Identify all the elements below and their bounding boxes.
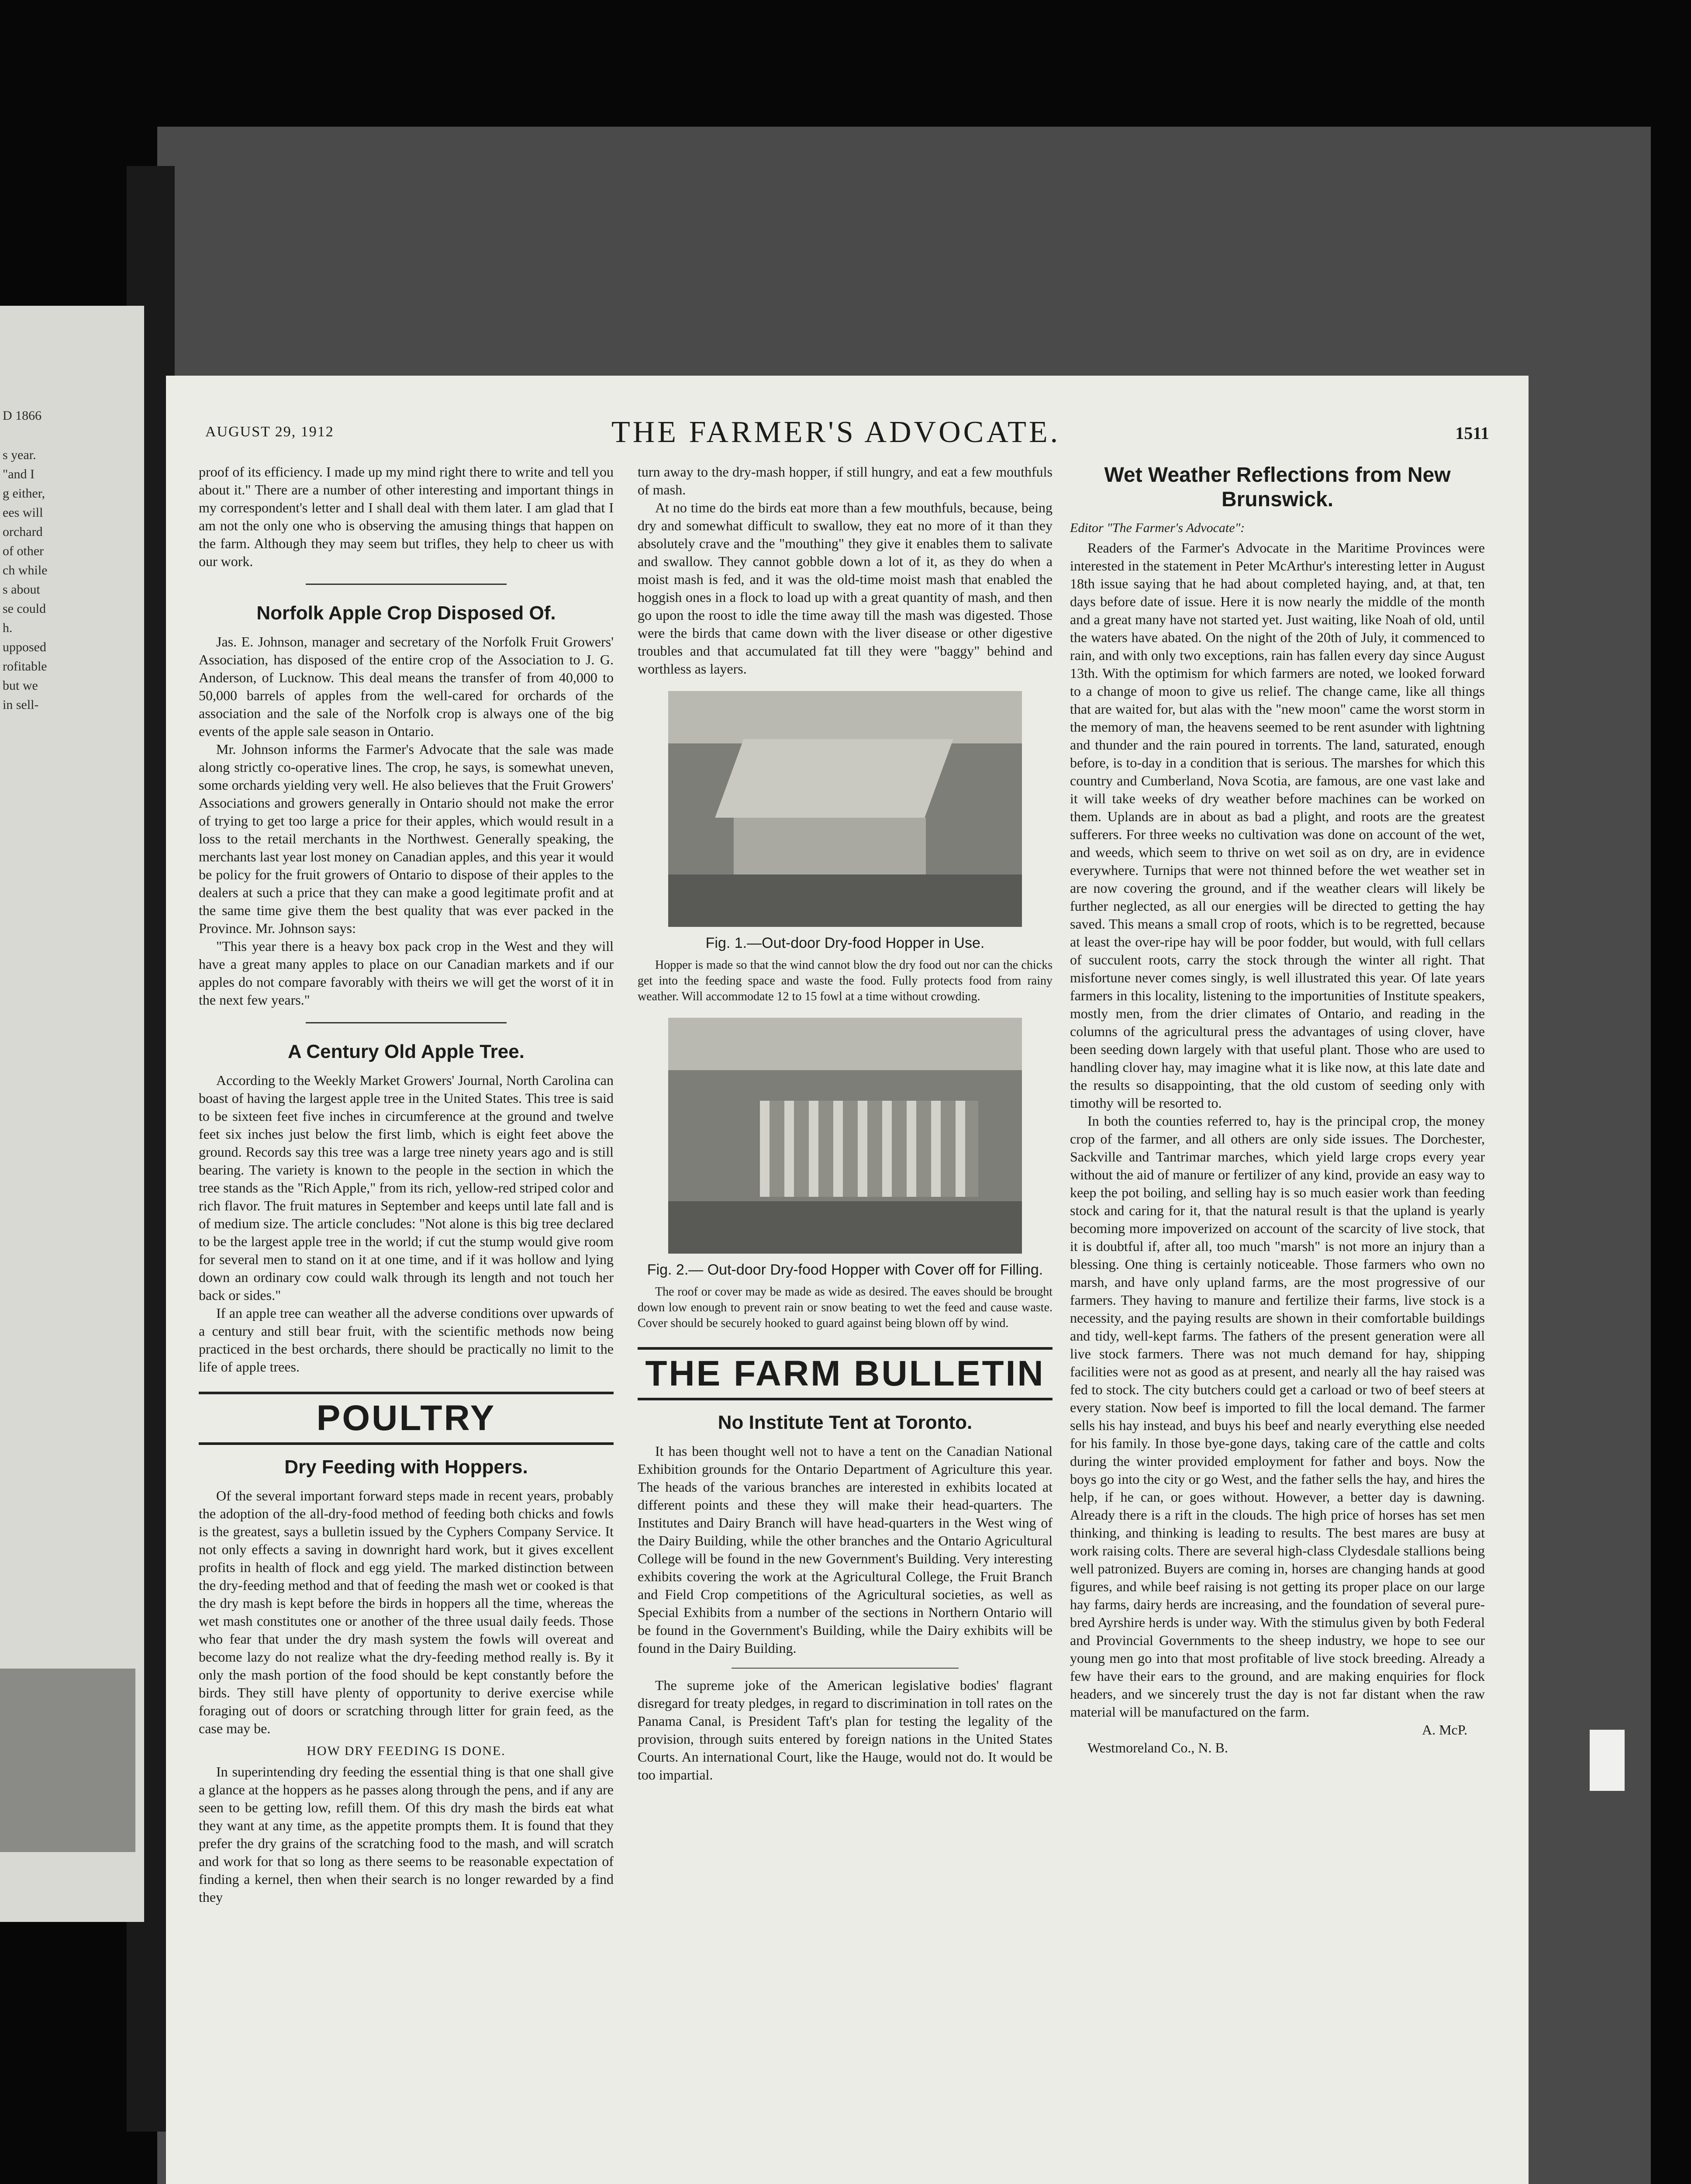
hopper-photo-1 [668,691,1022,927]
figure-2-caption: Fig. 2.— Out-door Dry-food Hopper with Cover off for Filling. [647,1261,1043,1278]
running-head [205,415,1489,450]
dry-feeding-heading: Dry Feeding with Hoppers. [284,1456,528,1478]
page-number: 1511 [1455,423,1489,443]
prev-page-photo [0,1669,135,1852]
century-tree-paragraph-1: According to the Weekly Market Growers' Journal, North Carolina can boast of having the largest apple tree in the United States. This tree is said to be sixteen feet five inches in circumference at the ground and twelve feet six inches just below the first limb, which is eight feet above the ground. Records say this tree was a large tree ninety years ago and is still bearing. The variety is known to the people in the section in which the tree stands as the "Rich Apple," from its rich, yellow-red striped color and rich flavor. The fruit matures in September and keeps until late fall and is of medium size. The article concludes: "Not alone is this big tree declared to be the largest apple tree in the world; if cut the stump would give room for several men to stand on it at one time, and if it was hollow and lying down an ordinary cow could walk through its length and not touch her back or sides." [199,1072,614,1303]
prev-fragment: s year. [3,448,36,462]
prev-fragment: D 1866 [3,408,42,423]
newspaper-page [166,376,1529,2184]
scan-tab-marker [1590,1730,1625,1791]
prev-fragment: s about [3,582,40,597]
norfolk-paragraph-2: Mr. Johnson informs the Farmer's Advocate that the sale was made along strictly co-operative lines. The crop, he says, is somewhat uneven, some orchards yielding very well. He also believes that the Fruit Growers' Associations and growers generally in Ontario should not make the error of trying to get too large a price for their apples, which would result in a loss to the retail merchants in the Northwest. Generally speaking, the merchants last year lost money on Canadian apples, and this year it would be policy for the fruit growers of Ontario to dispose of their apples to the dealers at such a price that they can make a good legitimate profit and at the same time give them the best quality that was ever packed in the Province. Mr. Johnson says: [199,741,614,936]
prev-fragment: ch while [3,563,48,577]
wet-weather-paragraph-2: In both the counties referred to, hay is the principal crop, the money crop of the farmer, and all others are only side issues. The Dorchester, Sackville and Tantrimar marches, which yield large crops every year without the aid of manure or fertilizer of any kind, provide an easy way to keep the pot boiling, and selling hay is so much easier work than feeding stock and caring for it, that the natural result is that the upland is yearly becoming more impoverized on account of the scarcity of live stock, that it is doubtful if, after all, too much "marsh" is not more an injury than a blessing. One thing is certainly noticeable. Those farmers who own no marsh, and have only upland farms, are the most progressive of our farmers. They having to manure and fertilize their farms, live stock is a necessity, and the paying results are shown in their comfortable buildings and tidy, well-kept farms. The fathers of the present generation were all live stock farmers. There was not much demand for hay, shipping facilities were not as good as at present, and nearly all the hay raised was fed to stock. The city butchers could get a carload or two of beef steers at every station. Now beef is imported to fill the local demand. The farmer sells his hay instead, and buys his beef and nearly everything else needed for his family. In those bye-gone days, taking care of the cattle and colts during the winter provided employment for father and boys. Now the boys go into the city or go West, and the father sells the hay, and hires the help, if he can, or goes without. However, a better day is dawning. Already there is a rift in the clouds. The high price of horses has set men thinking, and thinking is leading to results. The best mares are busy at work raising colts. There are several high-class Clydesdale stallions being well patronized. Buyers are coming in, horses are changing hands at good figures, and while beef raising is not getting its proper place on our large hay farms, dairy herds are increasing, and the foundation of several pure-bred Ayrshire herds is under way. With the stimulus given by both Federal and Provincial Governments to the sheep industry, we hope to see our young men go into that most profitable of live stock breeding. Already a few have their ears to the ground, and are making enquiries for flock headers, and we sincerely trust the day is not far distant when the raw material will be manufactured on the farm. [1070,1113,1485,1720]
figure-1 [638,691,1053,1005]
divider [306,584,507,585]
masthead: THE FARMER'S ADVOCATE. [611,415,1061,449]
intro-paragraph: proof of its efficiency. I made up my mind right there to write and tell you about it." There are a number of other interesting and important things in my correspondent's letter and I shall deal with them later. I am glad that I am not the only one who is observing the amusing things that happen on the farm. Although they may seem but trifles, they help to cheer us with our work. [199,464,614,569]
previous-page-fragment [0,306,144,1922]
issue-date: AUGUST 29, 1912 [205,424,334,440]
century-tree-paragraph-2: If an apple tree can weather all the adverse conditions over upwards of a century and still bear fruit, with the scientific methods now being practiced in the best orchards, there should be practically no limit to the life of apple trees. [199,1305,614,1375]
divider [732,1668,959,1669]
wet-weather-paragraph-1: Readers of the Farmer's Advocate in the Maritime Provinces were interested in the statement in Peter McArthur's interesting letter in August 18th issue saying that he had about completed haying, and, at that, ten days before date of issue. Here it is now nearly the middle of the month and a great many have not started yet. Just waiting, like Noah of old, until the waters have abated. On the night of the 20th of July, it commenced to rain, and with only two exceptions, rain has fallen every day since August 13th. With the optimism for which farmers are noted, we looked forward to a change of moon to give us relief. The change came, like all things that are waited for, but alas with the "new moon" came the worst storm in the memory of man, the heavens seemed to be rent asunder with lightning and thunder and the rain poured in torrents. The land, saturated, enough before, is to-day in a condition that is serious. The marshes for which this country and Cumberland, Nova Scotia, are famous, are one vast lake and it will take weeks of dry weather before machines can be worked on them. Uplands are in about as bad a plight, and roots are the greatest sufferers. For three weeks no cultivation was done on account of the wet, and weeds, which seem to thrive on wet soil as on dry, are in evidence everywhere. Turnips that were not thinned before the wet weather set in are now covering the ground, and if the weather clears will likely be further neglected, as all our energies will be directed to getting the hay saved. This means a small crop of roots, which is to be regretted, because at least the over-ripe hay will be poor fodder, but would, with full cellars of succulent roots, carry the stock through the winter all right. That misfortune never comes singly, is well illustrated this year. Of late years farmers in this locality, listening to the importunities of Institute speakers, mostly men, from the drier climates of Ontario, and reading in the columns of the agricultural press the advantages of using clover, have been seeding down largely with that useful plant. Those who are used to handling clover hay, may imagine what it is like now, at this late date and the results so disappointing, that the old custom of seeding only with timothy will be resorted to. [1070,540,1485,1111]
editor-salutation: Editor "The Farmer's Advocate": [1070,521,1245,535]
institute-tent-heading: No Institute Tent at Toronto. [718,1412,973,1433]
dry-feeding-subheading: HOW DRY FEEDING IS DONE. [307,1744,506,1758]
prev-fragment: but we [3,678,38,693]
figure-2-note: The roof or cover may be made as wide as desired. The eaves should be brought down low enough to prevent rain or snow beating to wet the feed and cause waste. Cover should be securely hooked to guard against being blown off by wind. [638,1285,1053,1330]
birds-paragraph: At no time do the birds eat more than a few mouthfuls, because, being dry and somewhat difficult to swallow, they eat no more of it than they absolutely crave and the "mouthing" they give it enables them to salivate and swallow. They cannot gobble down a lot of it, as they do when a moist mash is fed, and it was the old-time moist mash that enabled the hoggish ones in a flock to load up with a great quantity of mash, and then go upon the roost to idle the time away till the mash was digested. Those were the birds that came down with the liver disease or other digestive troubles and that accumulated fat till they were "baggy" behind and worthless as layers. [638,500,1053,677]
institute-tent-paragraph: It has been thought well not to have a tent on the Canadian National Exhibition grounds for the Ontario Department of Agriculture this year. The heads of the various branches are interested in exhibits located at different points and these they will make their head-quarters. The Institutes and Dairy Branch will have head-quarters in the West wing of the Dairy Building, while the other branches and the Ontario Agricultural College will be found in the new Government's Building. Very interesting exhibits covering the work at the Agricultural College, the Fruit Branch and Field Crop competitions of the Agricultural societies, as well as Special Exhibits from a number of the sections in Northern Ontario will be found in the Government's Building, while the Dairy exhibits will be found in the Dairy Building. [638,1443,1053,1656]
prev-fragment: ees will [3,505,43,520]
prev-fragment: of other [3,544,44,558]
wet-weather-heading: Wet Weather Reflections from New Brunswick. [1104,463,1451,511]
author-location: Westmoreland Co., N. B. [1087,1740,1228,1755]
prev-fragment: orchard [3,525,43,539]
divider [306,1022,507,1023]
prev-fragment: in sell- [3,698,39,712]
century-tree-heading: A Century Old Apple Tree. [288,1041,525,1062]
dry-feeding-paragraph-1: Of the several important forward steps made in recent years, probably the adoption of the all-dry-food method of feeding both chicks and fowls is the greatest, says a bulletin issued by the Cyphers Company Service. It not only effects a saving in downright hard work, but it gives excellent profits in health of flock and egg yield. The marked distinction between the dry-feeding method and that of feeding the mash wet or cooked is that the dry mash is kept before the birds in hoppers all the time, whereas the wet mash constitutes one or another of the three usual daily feeds. Those who fear that under the dry mash system the fowls will overeat and become lazy do not realize what the dry-feeding method really is. By it only the mash portion of the food should be kept constantly before the birds. They still have plenty of opportunity to derive exercise while foraging out of doors or scratching through litter for grain feed, as the case may be. [199,1488,614,1736]
poultry-section-banner: POULTRY [199,1392,614,1445]
dry-feeding-paragraph-2: In superintending dry feeding the essential thing is that one shall give a glance at the hoppers as he passes along through the pens, and if any are seen to be getting low, refill them. Of this dry mash the birds eat what they want at any time, as the appetite prompts them. It is found that they prefer the dry grains of the scratching food to the mash, and will scratch and work for that so long as there seems to be reasonable expectation of finding a kernel, then when their search is no longer rewarded by a find they [199,1764,614,1905]
norfolk-paragraph-3: "This year there is a heavy box pack crop in the West and they will have a great many apples to place on our Canadian markets and if our apples do not compare favorably with theirs we will get the worst of it in the next few years." [199,938,614,1008]
column-2 [638,463,1053,1784]
prev-fragment: upposed [3,640,46,654]
author-signature: A. McP. [1422,1722,1467,1738]
hopper-photo-2 [668,1018,1022,1254]
prev-fragment: "and I [3,467,35,481]
norfolk-paragraph-1: Jas. E. Johnson, manager and secretary of the Norfolk Fruit Growers' Association, has disposed of the entire crop of the Association to J. G. Anderson, of Lucknow. This deal means the transfer of from 40,000 to 50,000 barrels of apples from the well-cared for orchards of the association and the sale of the Norfolk crop is always one of the big events of the apple sale season in Ontario. [199,634,614,739]
continued-paragraph: turn away to the dry-mash hopper, if still hungry, and eat a few mouthfuls of mash. [638,464,1053,498]
farm-bulletin-banner: THE FARM BULLETIN [638,1347,1053,1400]
panama-joke-paragraph: The supreme joke of the American legislative bodies' flagrant disregard for treaty pledges, in regard to discrimination in toll rates on the Panama Canal, is President Taft's plan for testing the legality of the provision, through suits entered by foreign nations in the United States Courts. An international Court, like the Hauge, would not do. It would be too impartial. [638,1677,1053,1783]
figure-1-note: Hopper is made so that the wind cannot blow the dry food out nor can the chicks get into the feeding space and waste the food. Fully protects food from rainy weather. Will accommodate 12 to 15 fowl at a time without crowding. [638,958,1053,1003]
prev-fragment: g either, [3,486,45,501]
figure-2 [638,1018,1053,1331]
norfolk-heading: Norfolk Apple Crop Disposed Of. [256,602,556,624]
prev-fragment: h. [3,621,13,635]
column-3 [1070,463,1485,1757]
figure-1-caption: Fig. 1.—Out-door Dry-food Hopper in Use. [705,935,985,951]
prev-fragment: se could [3,601,46,616]
prev-fragment: rofitable [3,659,47,674]
column-1 [199,463,614,1906]
